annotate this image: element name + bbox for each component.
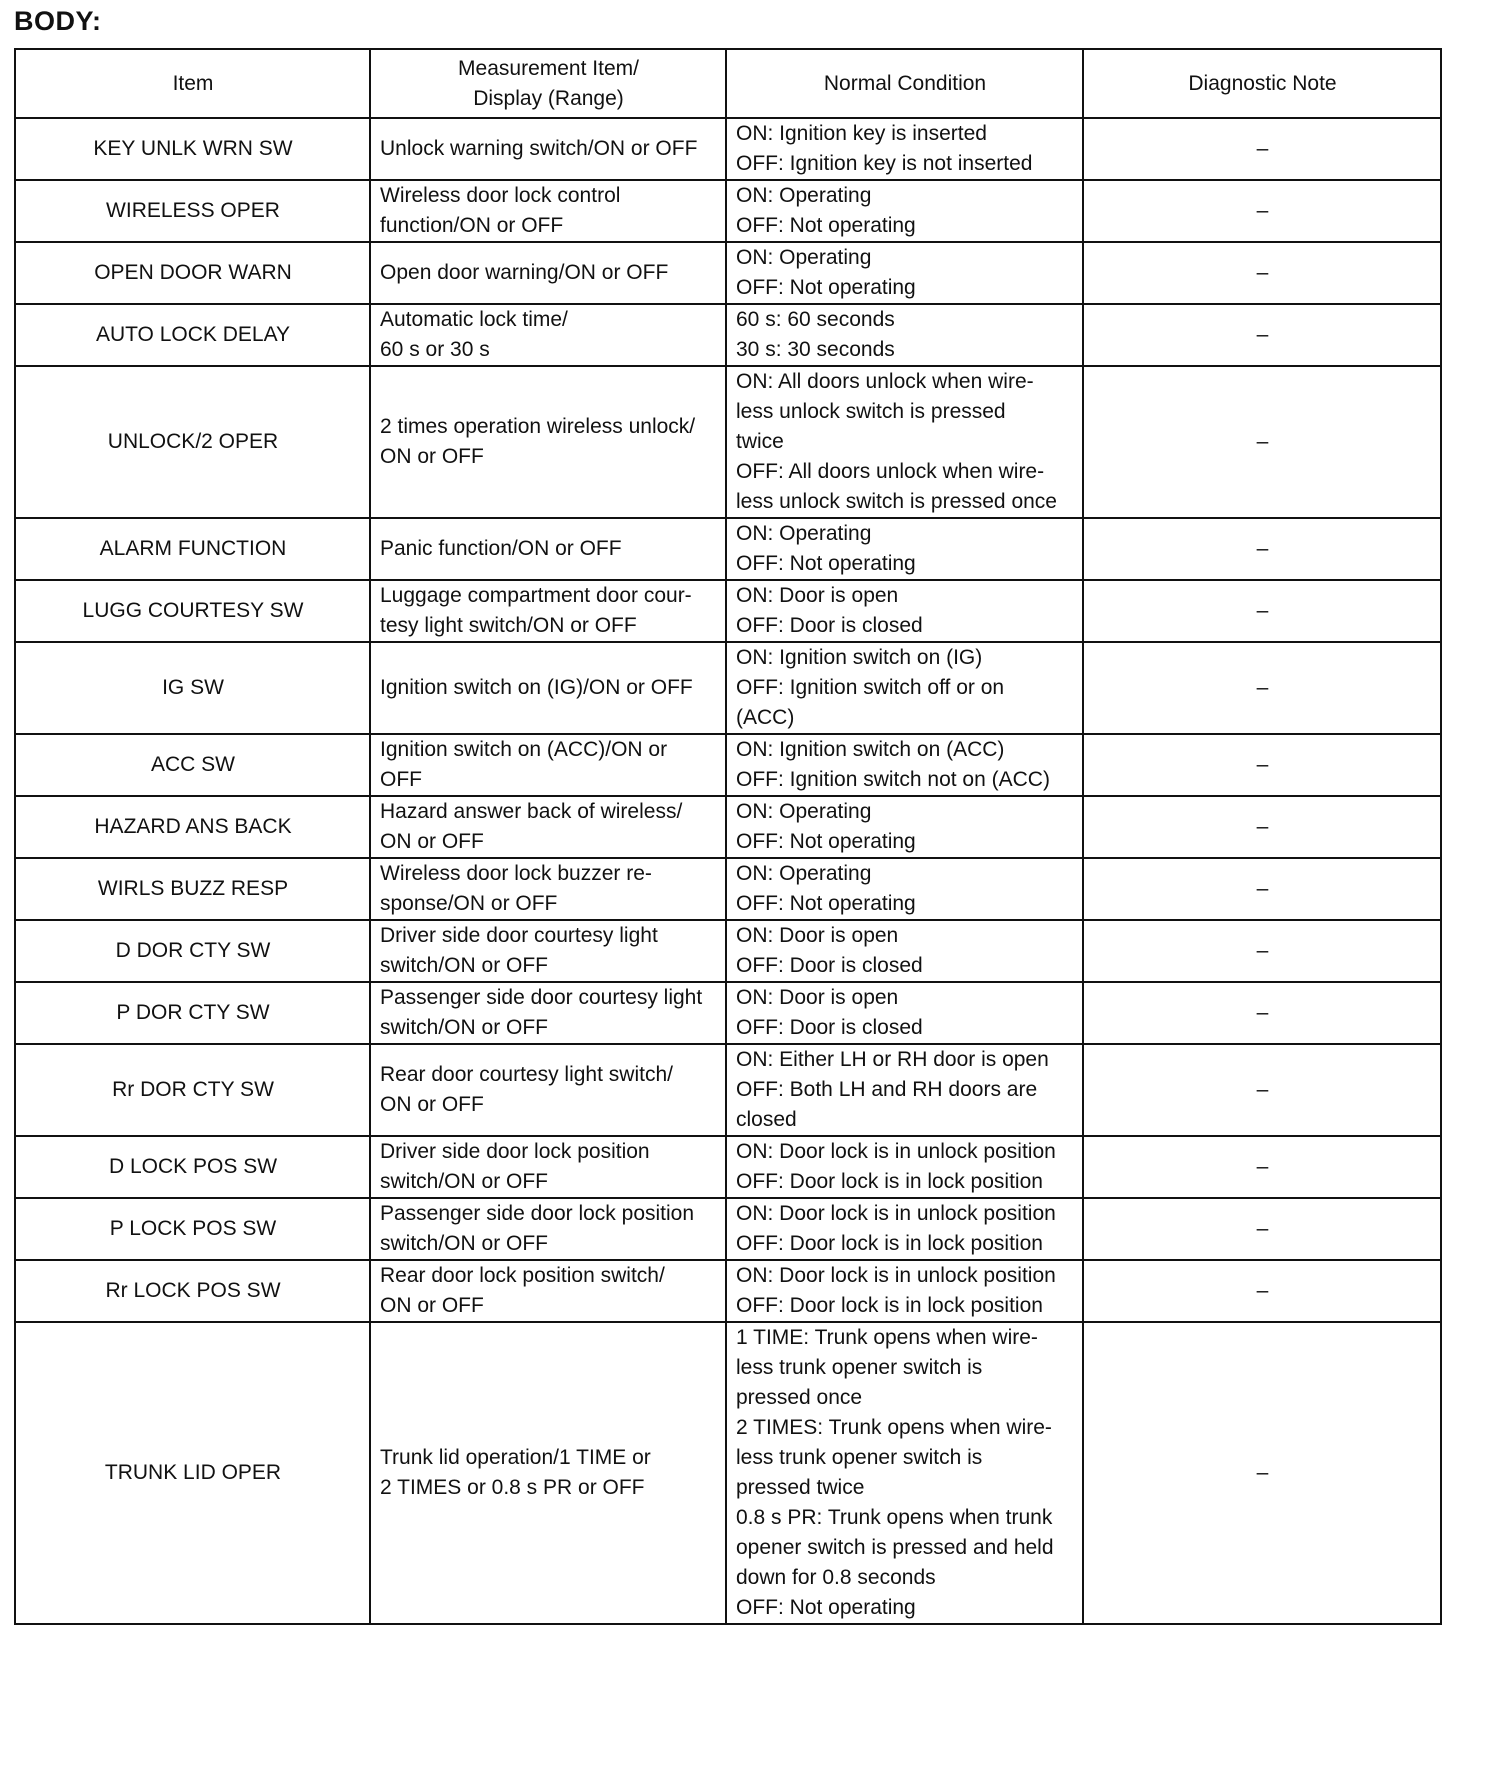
cell-measurement xyxy=(370,642,726,734)
cell-item: WIRLS BUZZ RESP xyxy=(15,858,370,920)
cell-diagnostic-note: – xyxy=(1083,1260,1441,1322)
cell-measurement xyxy=(370,734,726,796)
cell-normal-condition xyxy=(726,242,1083,304)
cell-measurement xyxy=(370,1044,726,1136)
measurement-line: switch/ON or OFF xyxy=(380,1232,549,1255)
condition-line: ON: Operating xyxy=(736,246,872,269)
condition-line: OFF: Door is closed xyxy=(736,1016,923,1039)
measurement-line: Passenger side door lock position xyxy=(380,1202,695,1225)
condition-line: OFF: Door lock is in lock position xyxy=(736,1232,1043,1255)
measurement-line: Wireless door lock buzzer re- xyxy=(380,862,652,885)
condition-line: OFF: Door is closed xyxy=(736,614,923,637)
measurement-line: tesy light switch/ON or OFF xyxy=(380,614,637,637)
cell-normal-condition xyxy=(726,304,1083,366)
cell-measurement xyxy=(370,982,726,1044)
cell-measurement xyxy=(370,858,726,920)
condition-line: OFF: Not operating xyxy=(736,1596,916,1619)
condition-line: OFF: Door is closed xyxy=(736,954,923,977)
measurement-line: sponse/ON or OFF xyxy=(380,892,558,915)
cell-diagnostic-note: – xyxy=(1083,796,1441,858)
cell-normal-condition xyxy=(726,796,1083,858)
cell-diagnostic-note: – xyxy=(1083,180,1441,242)
measurement-line: switch/ON or OFF xyxy=(380,1016,549,1039)
table-row xyxy=(15,1198,1441,1260)
cell-measurement xyxy=(370,1322,726,1624)
cell-diagnostic-note: – xyxy=(1083,642,1441,734)
header-measurement-line1: Measurement Item/ xyxy=(458,56,639,80)
cell-normal-condition xyxy=(726,734,1083,796)
condition-line: OFF: Not operating xyxy=(736,276,916,299)
header-measurement xyxy=(370,49,726,118)
measurement-line: ON or OFF xyxy=(380,1294,484,1317)
cell-measurement xyxy=(370,1136,726,1198)
cell-item: D DOR CTY SW xyxy=(15,920,370,982)
condition-line: OFF: All doors unlock when wire- xyxy=(736,460,1045,483)
condition-line: ON: Ignition key is inserted xyxy=(736,122,987,145)
condition-line: ON: Door lock is in unlock position xyxy=(736,1140,1056,1163)
condition-line: (ACC) xyxy=(736,706,795,729)
condition-line: OFF: Ignition switch off or on xyxy=(736,676,1005,699)
condition-line: ON: Door lock is in unlock position xyxy=(736,1202,1056,1225)
table-header-row xyxy=(15,49,1441,118)
table-row xyxy=(15,858,1441,920)
condition-line: pressed twice xyxy=(736,1476,865,1499)
cell-normal-condition xyxy=(726,1198,1083,1260)
measurement-line: Automatic lock time/ xyxy=(380,308,568,331)
header-normal-condition: Normal Condition xyxy=(726,49,1083,118)
condition-line: less trunk opener switch is xyxy=(736,1356,983,1379)
table-row xyxy=(15,734,1441,796)
table-row xyxy=(15,982,1441,1044)
condition-line: ON: Door is open xyxy=(736,584,899,607)
cell-diagnostic-note: – xyxy=(1083,982,1441,1044)
cell-item: ALARM FUNCTION xyxy=(15,518,370,580)
cell-measurement xyxy=(370,796,726,858)
cell-item: KEY UNLK WRN SW xyxy=(15,118,370,180)
cell-measurement xyxy=(370,1198,726,1260)
measurement-line: function/ON or OFF xyxy=(380,214,564,237)
condition-line: OFF: Ignition key is not inserted xyxy=(736,152,1033,175)
cell-measurement xyxy=(370,366,726,518)
measurement-line: Rear door lock position switch/ xyxy=(380,1264,665,1287)
condition-line: ON: Operating xyxy=(736,522,872,545)
condition-line: OFF: Both LH and RH doors are xyxy=(736,1078,1038,1101)
cell-normal-condition xyxy=(726,518,1083,580)
cell-normal-condition xyxy=(726,858,1083,920)
cell-normal-condition xyxy=(726,580,1083,642)
cell-measurement xyxy=(370,1260,726,1322)
measurement-line: Luggage compartment door cour- xyxy=(380,584,692,607)
condition-line: down for 0.8 seconds xyxy=(736,1566,936,1589)
measurement-line: Ignition switch on (IG)/ON or OFF xyxy=(380,676,693,699)
measurement-line: 2 TIMES or 0.8 s PR or OFF xyxy=(380,1476,645,1499)
cell-measurement xyxy=(370,920,726,982)
cell-normal-condition xyxy=(726,1322,1083,1624)
cell-item: P DOR CTY SW xyxy=(15,982,370,1044)
cell-measurement xyxy=(370,304,726,366)
cell-item: LUGG COURTESY SW xyxy=(15,580,370,642)
measurement-line: Driver side door courtesy light xyxy=(380,924,658,947)
cell-item: UNLOCK/2 OPER xyxy=(15,366,370,518)
cell-diagnostic-note: – xyxy=(1083,580,1441,642)
measurement-line: Unlock warning switch/ON or OFF xyxy=(380,137,698,160)
condition-line: 60 s: 60 seconds xyxy=(736,308,895,331)
condition-line: ON: Operating xyxy=(736,862,872,885)
cell-item: Rr LOCK POS SW xyxy=(15,1260,370,1322)
table-row xyxy=(15,642,1441,734)
table-row xyxy=(15,518,1441,580)
condition-line: ON: Door lock is in unlock position xyxy=(736,1264,1056,1287)
table-row xyxy=(15,1136,1441,1198)
cell-normal-condition xyxy=(726,118,1083,180)
table-row xyxy=(15,1322,1441,1624)
cell-normal-condition xyxy=(726,366,1083,518)
measurement-line: 2 times operation wireless unlock/ xyxy=(380,415,696,438)
cell-measurement xyxy=(370,118,726,180)
condition-line: OFF: Door lock is in lock position xyxy=(736,1170,1043,1193)
cell-diagnostic-note: – xyxy=(1083,518,1441,580)
table-row xyxy=(15,180,1441,242)
condition-line: ON: All doors unlock when wire- xyxy=(736,370,1034,393)
condition-line: OFF: Not operating xyxy=(736,830,916,853)
cell-item: Rr DOR CTY SW xyxy=(15,1044,370,1136)
condition-line: OFF: Not operating xyxy=(736,552,916,575)
condition-line: 30 s: 30 seconds xyxy=(736,338,895,361)
measurement-line: Passenger side door courtesy light xyxy=(380,986,703,1009)
measurement-line: switch/ON or OFF xyxy=(380,1170,549,1193)
condition-line: OFF: Not operating xyxy=(736,892,916,915)
condition-line: ON: Door is open xyxy=(736,924,899,947)
table-body xyxy=(15,118,1441,1624)
condition-line: ON: Either LH or RH door is open xyxy=(736,1048,1049,1071)
measurement-line: Open door warning/ON or OFF xyxy=(380,261,669,284)
cell-measurement xyxy=(370,580,726,642)
table-row xyxy=(15,1044,1441,1136)
cell-normal-condition xyxy=(726,1044,1083,1136)
condition-line: ON: Ignition switch on (IG) xyxy=(736,646,983,669)
header-diagnostic-note: Diagnostic Note xyxy=(1083,49,1441,118)
cell-item: WIRELESS OPER xyxy=(15,180,370,242)
condition-line: OFF: Not operating xyxy=(736,214,916,237)
condition-line: ON: Door is open xyxy=(736,986,899,1009)
cell-diagnostic-note: – xyxy=(1083,1198,1441,1260)
measurement-line: ON or OFF xyxy=(380,1093,484,1116)
condition-line: ON: Operating xyxy=(736,184,872,207)
condition-line: OFF: Ignition switch not on (ACC) xyxy=(736,768,1050,791)
measurement-line: Panic function/ON or OFF xyxy=(380,537,622,560)
data-list-table xyxy=(14,48,1442,1625)
table-row xyxy=(15,920,1441,982)
cell-diagnostic-note: – xyxy=(1083,734,1441,796)
table-row xyxy=(15,242,1441,304)
cell-diagnostic-note: – xyxy=(1083,366,1441,518)
cell-measurement xyxy=(370,242,726,304)
header-item: Item xyxy=(15,49,370,118)
section-heading: BODY: xyxy=(14,6,102,36)
cell-diagnostic-note: – xyxy=(1083,1044,1441,1136)
cell-diagnostic-note: – xyxy=(1083,858,1441,920)
condition-line: ON: Operating xyxy=(736,800,872,823)
condition-line: 2 TIMES: Trunk opens when wire- xyxy=(736,1416,1052,1439)
condition-line: twice xyxy=(736,430,784,453)
condition-line: less unlock switch is pressed once xyxy=(736,490,1057,513)
cell-diagnostic-note: – xyxy=(1083,118,1441,180)
condition-line: closed xyxy=(736,1108,797,1131)
cell-measurement xyxy=(370,518,726,580)
measurement-line: Hazard answer back of wireless/ xyxy=(380,800,683,823)
measurement-line: Driver side door lock position xyxy=(380,1140,650,1163)
cell-item: IG SW xyxy=(15,642,370,734)
cell-item: D LOCK POS SW xyxy=(15,1136,370,1198)
condition-line: 1 TIME: Trunk opens when wire- xyxy=(736,1326,1038,1349)
condition-line: pressed once xyxy=(736,1386,863,1409)
condition-line: ON: Ignition switch on (ACC) xyxy=(736,738,1005,761)
condition-line: opener switch is pressed and held xyxy=(736,1536,1054,1559)
table-row xyxy=(15,1260,1441,1322)
measurement-line: ON or OFF xyxy=(380,830,484,853)
measurement-line: Ignition switch on (ACC)/ON or xyxy=(380,738,668,761)
table-row xyxy=(15,366,1441,518)
cell-item: TRUNK LID OPER xyxy=(15,1322,370,1624)
cell-normal-condition xyxy=(726,180,1083,242)
table-row xyxy=(15,118,1441,180)
table-row xyxy=(15,796,1441,858)
measurement-line: Rear door courtesy light switch/ xyxy=(380,1063,673,1086)
cell-diagnostic-note: – xyxy=(1083,920,1441,982)
measurement-line: ON or OFF xyxy=(380,445,484,468)
table-row xyxy=(15,304,1441,366)
condition-line: less unlock switch is pressed xyxy=(736,400,1006,423)
cell-item: ACC SW xyxy=(15,734,370,796)
measurement-line: Wireless door lock control xyxy=(380,184,621,207)
cell-measurement xyxy=(370,180,726,242)
condition-line: OFF: Door lock is in lock position xyxy=(736,1294,1043,1317)
cell-item: HAZARD ANS BACK xyxy=(15,796,370,858)
header-measurement-line2: Display (Range) xyxy=(473,86,624,110)
measurement-line: Trunk lid operation/1 TIME or xyxy=(380,1446,651,1469)
cell-item: OPEN DOOR WARN xyxy=(15,242,370,304)
condition-line: 0.8 s PR: Trunk opens when trunk xyxy=(736,1506,1053,1529)
cell-item: P LOCK POS SW xyxy=(15,1198,370,1260)
table-row xyxy=(15,580,1441,642)
cell-normal-condition xyxy=(726,982,1083,1044)
cell-diagnostic-note: – xyxy=(1083,1322,1441,1624)
measurement-line: switch/ON or OFF xyxy=(380,954,549,977)
cell-normal-condition xyxy=(726,1136,1083,1198)
cell-diagnostic-note: – xyxy=(1083,304,1441,366)
cell-diagnostic-note: – xyxy=(1083,1136,1441,1198)
cell-normal-condition xyxy=(726,1260,1083,1322)
cell-item: AUTO LOCK DELAY xyxy=(15,304,370,366)
measurement-line: 60 s or 30 s xyxy=(380,338,490,361)
cell-normal-condition xyxy=(726,642,1083,734)
cell-diagnostic-note: – xyxy=(1083,242,1441,304)
measurement-line: OFF xyxy=(380,768,422,791)
cell-normal-condition xyxy=(726,920,1083,982)
condition-line: less trunk opener switch is xyxy=(736,1446,983,1469)
